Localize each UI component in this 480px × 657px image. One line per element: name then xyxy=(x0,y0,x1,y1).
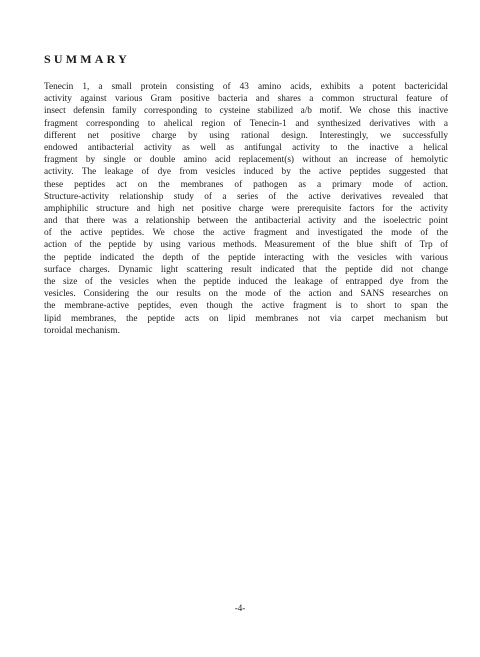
paragraph-line: fragment by single or double amino acid replacement(s) without an increase of hemolytic xyxy=(44,155,448,166)
paragraph-line: Tenecin 1, a small protein consisting of 43 amino acids, exhibits a potent bactericidal xyxy=(44,82,448,92)
paragraph-line: these peptides act on the membranes of pathogen as a primary mode of action. xyxy=(44,179,448,190)
paragraph-line: insect defensin family corresponding to cysteine stabilized a/b motif. We chose this inactive xyxy=(44,106,448,117)
paragraph-line: toroidal mechanism. xyxy=(44,325,120,336)
paragraph-line: and that there was a relationship between the antibacterial activity and the isoelectric point xyxy=(44,216,448,227)
paragraph-line: action of the peptide by using various methods. Measurement of the blue shift of Trp of xyxy=(44,240,448,251)
paragraph-line: activity. The leakage of dye from vesicles induced by the active peptides suggested that xyxy=(44,167,448,178)
paragraph-line: surface charges. Dynamic light scattering result indicated that the peptide did not change xyxy=(44,264,448,275)
paragraph-line: endowed antibacterial activity as well as antifungal activity to the inactive a helical xyxy=(44,142,448,153)
paragraph-line: Structure-activity relationship study of a series of the active derivatives revealed that xyxy=(44,191,448,202)
paragraph-line: of the active peptides. We chose the active fragment and investigated the mode of the xyxy=(44,228,448,239)
summary-paragraph xyxy=(44,81,448,337)
paragraph-line: vesicles. Considering the our results on the mode of the action and SANS researches on xyxy=(44,289,448,300)
section-heading: SUMMARY xyxy=(44,52,130,66)
paragraph-line: activity against various Gram positive bacteria and shares a common structural feature of xyxy=(44,94,448,105)
paragraph-line: different net positive charge by using rational design. Interestingly, we successfully xyxy=(44,130,448,141)
paragraph-line: the membrane-active peptides, even though the active fragment is to short to span the xyxy=(44,301,448,312)
page-number: -4- xyxy=(234,603,246,613)
paragraph-line: fragment corresponding to ahelical region of Tenecin-1 and synthesized derivatives with a xyxy=(44,118,448,129)
paragraph-line: lipid membranes, the peptide acts on lipid membranes not via carpet mechanism but xyxy=(44,313,448,324)
paragraph-line: amphiphilic structure and high net positive charge were prerequisite factors for the activity xyxy=(44,203,448,214)
paragraph-line: the peptide indicated the depth of the peptide interacting with the vesicles with various xyxy=(44,252,448,263)
paragraph-line: the size of the vesicles when the peptide induced the leakage of entrapped dye from the xyxy=(44,277,448,287)
